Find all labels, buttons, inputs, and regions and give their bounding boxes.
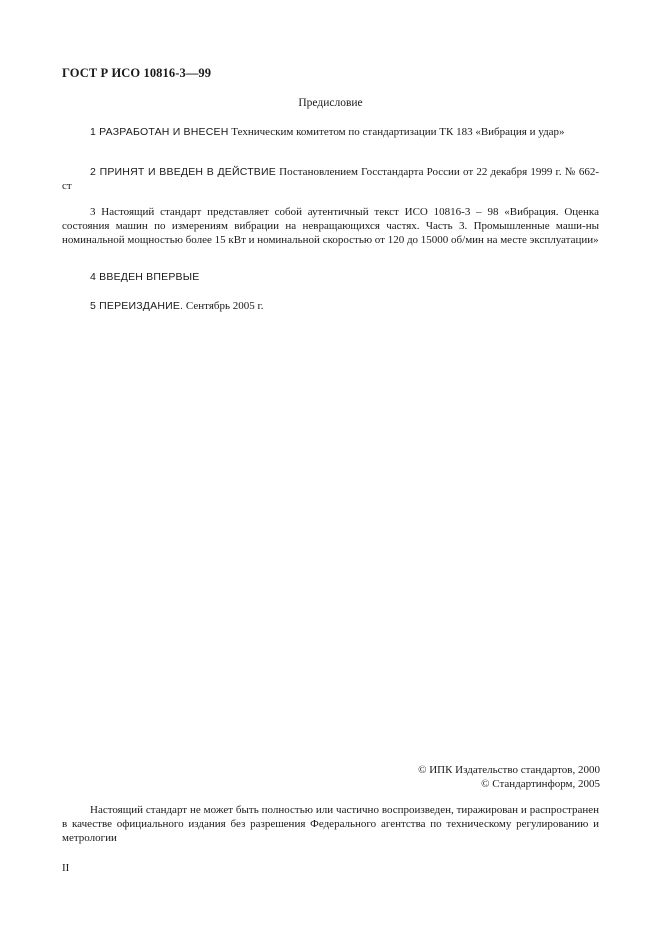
paragraph-reissue bbox=[62, 299, 599, 313]
copyright-line-1: © ИПК Издательство стандартов, 2000 bbox=[418, 764, 600, 776]
section-title-foreword: Предисловие bbox=[298, 97, 363, 109]
paragraph-text: Постановлением Госстандарта России от 22 декабря 1999 г. № 662-ст bbox=[62, 166, 600, 192]
reproduction-notice: Настоящий стандарт не может быть полностью или частично воспроизведен, тиражирован и распространен в качестве официального издания без разрешения Федерального агентства по техническому регулированию и метрологии bbox=[62, 804, 599, 844]
copyright-block bbox=[418, 763, 600, 791]
paragraph-lead: 5 ПЕРЕИЗДАНИЕ. bbox=[90, 300, 184, 312]
paragraph-authentic-text bbox=[62, 205, 599, 247]
copyright-line-2: © Стандартинформ, 2005 bbox=[481, 778, 600, 790]
standard-code-header: ГОСТ Р ИСО 10816-3—99 bbox=[62, 66, 212, 80]
paragraph-first-introduced bbox=[62, 270, 599, 284]
paragraph-adopted bbox=[62, 165, 599, 193]
paragraph-lead: 1 РАЗРАБОТАН И ВНЕСЕН bbox=[90, 126, 229, 138]
page-number: II bbox=[62, 862, 70, 874]
paragraph-lead: 4 ВВЕДЕН ВПЕРВЫЕ bbox=[90, 271, 200, 283]
paragraph-lead: 2 ПРИНЯТ И ВВЕДЕН В ДЕЙСТВИЕ bbox=[90, 166, 276, 178]
paragraph-text: Техническим комитетом по стандартизации ТК 183 «Вибрация и удар» bbox=[228, 126, 565, 138]
paragraph-developed-by bbox=[62, 125, 599, 139]
paragraph-text: 3 Настоящий стандарт представляет собой аутентичный текст ИСО 10816-3 – 98 «Вибрация. Оценка состояния машин по измерениям вибрации на невращающихся частях. Часть 3. Промышленные маши-ны номинальной мощностью более 15 кВт и номинальной скоростью от 120 до 15000 об/мин на месте эксплуатации» bbox=[62, 206, 599, 246]
paragraph-text: Сентябрь 2005 г. bbox=[183, 300, 264, 312]
